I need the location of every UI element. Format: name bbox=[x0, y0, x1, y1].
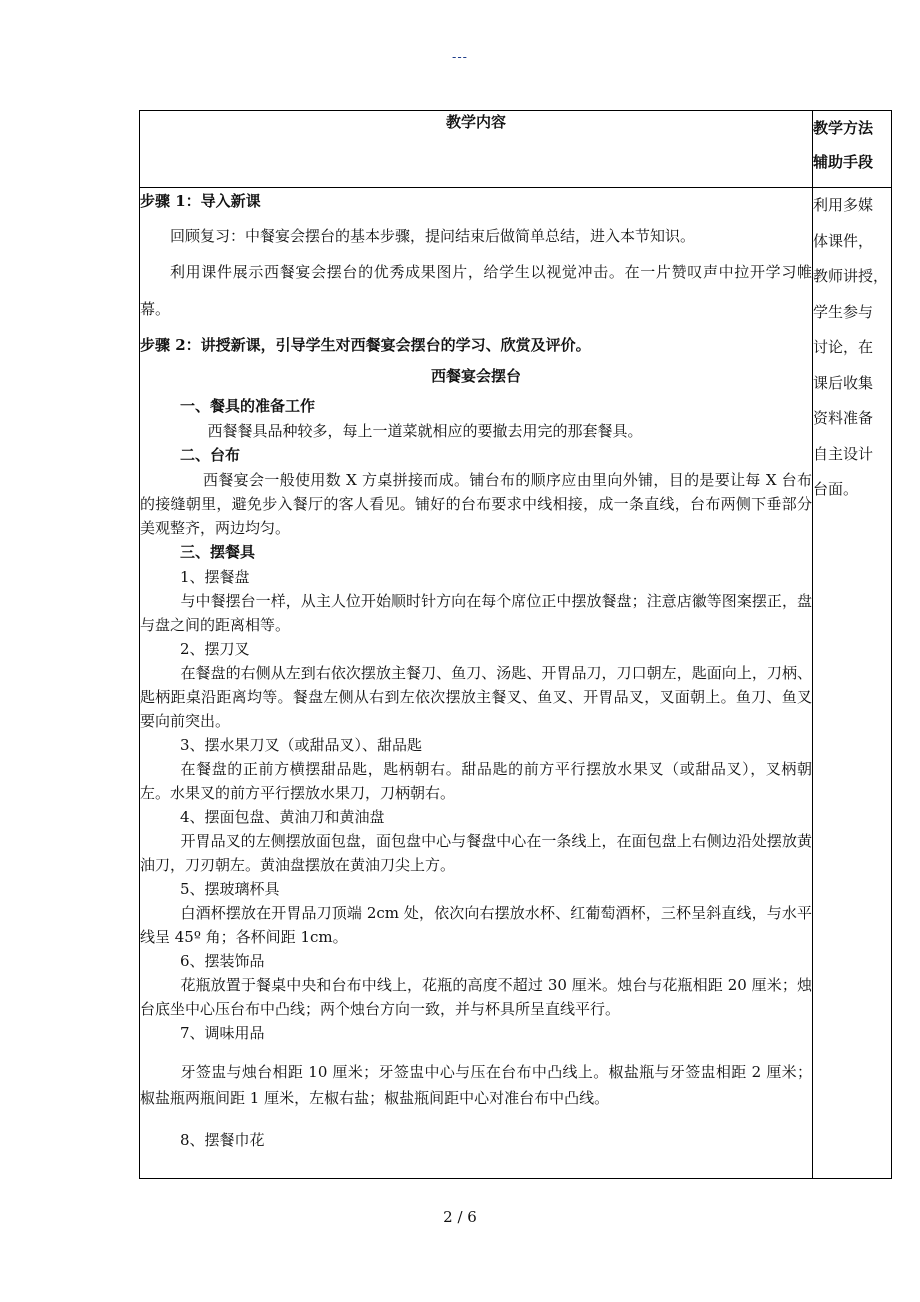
method-line: 自主设计 bbox=[813, 444, 874, 463]
section-2-title: 二、台布 bbox=[180, 446, 241, 464]
item-7-text: 牙签盅与烛台相距 10 厘米；牙签盅中心与压在台布中凸线上。椒盐瓶与牙签盅相距 2 厘米；椒盐瓶两瓶间距 1 厘米，左椒右盐；椒盐瓶间距中心对准台布中凸线。 bbox=[140, 1063, 812, 1107]
item-6-text: 花瓶放置于餐桌中央和台布中线上，花瓶的高度不超过 30 厘米。烛台与花瓶相距 20 厘米；烛台底坐中心压台布中凸线；两个烛台方向一致，并与杯具所呈直线平行。 bbox=[140, 976, 812, 1018]
step1-show: 利用课件展示西餐宴会摆台的优秀成果图片，给学生以视觉冲击。在一片赞叹声中拉开学习帷幕。 bbox=[140, 263, 812, 318]
item-8-title: 8、摆餐巾花 bbox=[180, 1131, 265, 1149]
item-2-title: 2、摆刀叉 bbox=[180, 640, 250, 658]
method-header-line-1: 教学方法 bbox=[813, 119, 874, 137]
item-6-title: 6、摆装饰品 bbox=[180, 952, 265, 970]
method-line: 体课件， bbox=[813, 231, 874, 250]
item-1-text: 与中餐摆台一样，从主人位开始顺时针方向在每个席位正中摆放餐盘；注意店徽等图案摆正，盘与盘之间的距离相等。 bbox=[140, 592, 812, 634]
table-body-row bbox=[140, 188, 892, 1179]
method-column-header bbox=[813, 111, 892, 188]
method-line: 资料准备 bbox=[813, 409, 874, 427]
method-line: 课后收集 bbox=[813, 373, 874, 392]
item-3-text: 在餐盘的正前方横摆甜品匙，匙柄朝右。甜品匙的前方平行摆放水果叉（或甜品叉），叉柄朝左。水果叉的前方平行摆放水果刀，刀柄朝右。 bbox=[140, 760, 812, 802]
teaching-method-cell bbox=[813, 188, 892, 1179]
item-5-text: 白酒杯摆放在开胃品刀顶端 2cm 处，依次向右摆放水杯、红葡萄酒杯，三杯呈斜直线，与水平线呈 45º 角；各杯间距 1cm。 bbox=[140, 904, 812, 946]
item-4-text: 开胃品叉的左侧摆放面包盘，面包盘中心与餐盘中心在一条线上，在面包盘上右侧边沿处摆放黄油刀，刀刃朝左。黄油盘摆放在黄油刀尖上方。 bbox=[140, 832, 812, 874]
table-header-row bbox=[140, 111, 892, 188]
section-2-text: 西餐宴会一般使用数 X 方桌拼接而成。铺台布的顺序应由里向外铺，目的是要让每 X 台布的接缝朝里，避免步入餐厅的客人看见。铺好的台布要求中线相接，成一条直线，台布两侧下垂部分美观整齐，两边均匀。 bbox=[140, 471, 812, 537]
page-number: 2 / 6 bbox=[443, 1208, 477, 1226]
item-1-title: 1、摆餐盘 bbox=[180, 568, 250, 586]
lesson-title: 西餐宴会摆台 bbox=[430, 367, 521, 385]
step1-title: 步骤 1：导入新课 bbox=[140, 192, 261, 210]
method-line: 教师讲授， bbox=[813, 267, 889, 285]
section-1-text: 西餐餐具品种较多，每上一道菜就相应的要撤去用完的那套餐具。 bbox=[207, 422, 643, 440]
teaching-content-cell bbox=[140, 188, 813, 1179]
content-column-header: 教学内容 bbox=[140, 111, 813, 188]
spacer bbox=[140, 1111, 812, 1125]
step2-title: 步骤 2：讲授新课，引导学生对西餐宴会摆台的学习、欣赏及评价。 bbox=[140, 336, 591, 354]
item-3-title: 3、摆水果刀叉（或甜品叉）、甜品匙 bbox=[180, 736, 423, 754]
spacer bbox=[140, 1045, 812, 1059]
lesson-plan-table bbox=[139, 110, 892, 1179]
page-header-mark: --- bbox=[452, 50, 468, 64]
method-header-line-2: 辅助手段 bbox=[813, 153, 874, 171]
section-1-title: 一、餐具的准备工作 bbox=[180, 397, 316, 415]
item-2-text: 在餐盘的右侧从左到右依次摆放主餐刀、鱼刀、汤匙、开胃品刀，刀口朝左，匙面向上，刀柄、匙柄距桌沿距离均等。餐盘左侧从右到左依次摆放主餐叉、鱼叉、开胃品叉，叉面朝上。鱼刀、鱼叉要向前突出。 bbox=[140, 664, 812, 730]
method-line: 讨论，在 bbox=[813, 338, 874, 356]
item-4-title: 4、摆面包盘、黄油刀和黄油盘 bbox=[180, 808, 385, 826]
method-line: 台面。 bbox=[813, 480, 859, 498]
item-5-title: 5、摆玻璃杯具 bbox=[180, 880, 280, 898]
section-3-title: 三、摆餐具 bbox=[180, 543, 256, 561]
method-line: 利用多媒 bbox=[813, 196, 874, 214]
step1-review: 回顾复习：中餐宴会摆台的基本步骤，提问结束后做简单总结，进入本节知识。 bbox=[170, 227, 696, 245]
item-7-title: 7、调味用品 bbox=[180, 1024, 265, 1042]
method-line: 学生参与 bbox=[813, 302, 874, 321]
